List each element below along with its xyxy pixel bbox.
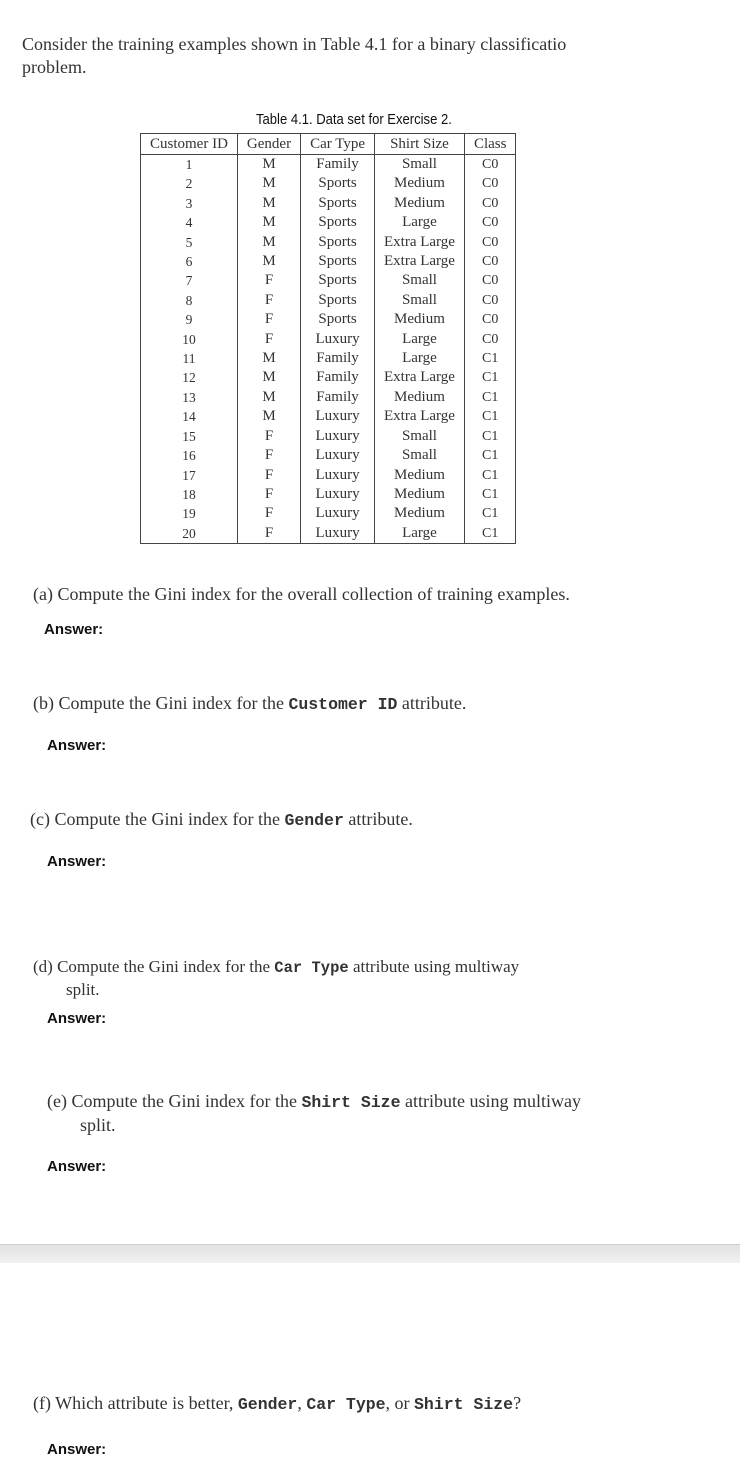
- question-d: [33, 956, 519, 1001]
- table-cell: M: [237, 155, 300, 175]
- table-cell: Medium: [375, 485, 465, 504]
- table-row: [141, 310, 516, 329]
- table-cell: C1: [464, 446, 516, 465]
- question-b-code: Customer ID: [288, 695, 398, 714]
- table-cell: Sports: [301, 291, 375, 310]
- table-row: [141, 368, 516, 387]
- table-cell: M: [237, 388, 300, 407]
- table-cell: C0: [464, 291, 516, 310]
- question-a-letter: (a): [33, 584, 53, 604]
- table-cell: 14: [182, 409, 196, 425]
- table-row: [141, 349, 516, 368]
- table-header-cell: Customer ID: [141, 134, 238, 155]
- question-c-letter: (c): [30, 809, 50, 829]
- table-cell: 13: [182, 389, 196, 405]
- table-cell: 5: [185, 234, 193, 250]
- table-cell: C1: [464, 466, 516, 485]
- table-cell: C1: [464, 388, 516, 407]
- table-header-cell: Gender: [237, 134, 300, 155]
- table-cell: Luxury: [301, 407, 375, 426]
- table-cell: Extra Large: [375, 233, 465, 252]
- table-cell: Small: [375, 427, 465, 446]
- table-cell: Sports: [301, 310, 375, 329]
- question-f: [33, 1392, 521, 1416]
- table-cell: C0: [464, 252, 516, 271]
- page-divider: [0, 1244, 740, 1263]
- table-cell: M: [237, 174, 300, 193]
- table-cell: F: [237, 524, 300, 544]
- table-cell: C0: [464, 174, 516, 193]
- table-row: [141, 446, 516, 465]
- question-f-mid: ,: [297, 1393, 302, 1413]
- table-header-cell: Car Type: [301, 134, 375, 155]
- answer-c-label: Answer:: [47, 853, 107, 870]
- table-row: [141, 174, 516, 193]
- table-caption: Table 4.1. Data set for Exercise 2.: [256, 112, 452, 128]
- table-row: [141, 407, 516, 426]
- table-cell: Sports: [301, 271, 375, 290]
- table-cell: M: [237, 194, 300, 213]
- table-row: [141, 291, 516, 310]
- table-cell: M: [237, 349, 300, 368]
- table-cell: 8: [185, 292, 193, 308]
- table-row: [141, 271, 516, 290]
- question-e-post: attribute using multiway: [404, 1091, 581, 1111]
- table-header-cell: Shirt Size: [375, 134, 465, 155]
- table-cell: F: [237, 310, 300, 329]
- table-cell: M: [237, 407, 300, 426]
- table-cell: Luxury: [301, 427, 375, 446]
- question-e-cont: split.: [80, 1115, 116, 1135]
- table-row: [141, 330, 516, 349]
- table-cell: Extra Large: [375, 252, 465, 271]
- question-d-post: attribute using multiway: [352, 957, 520, 976]
- intro-text: [22, 33, 722, 79]
- table-cell: 4: [185, 215, 193, 231]
- table-cell: M: [237, 233, 300, 252]
- answer-e-label: Answer:: [47, 1158, 107, 1175]
- question-f-post: ?: [513, 1393, 522, 1413]
- table-header-cell: Class: [464, 134, 516, 155]
- answer-a-label: Answer:: [44, 621, 104, 638]
- table-cell: Luxury: [301, 504, 375, 523]
- table-cell: 10: [182, 331, 196, 347]
- table-row: [141, 504, 516, 523]
- table-cell: Large: [375, 213, 465, 232]
- table-cell: Small: [375, 446, 465, 465]
- table-cell: Family: [301, 368, 375, 387]
- answer-b-label: Answer:: [47, 737, 107, 754]
- table-cell: C1: [464, 368, 516, 387]
- table-cell: F: [237, 504, 300, 523]
- table-cell: 11: [182, 351, 196, 367]
- table-cell: Medium: [375, 466, 465, 485]
- table-cell: Sports: [301, 213, 375, 232]
- table-cell: Sports: [301, 233, 375, 252]
- table-cell: 17: [182, 467, 196, 483]
- table-row: [141, 388, 516, 407]
- question-d-code: Car Type: [274, 959, 349, 977]
- question-b-letter: (b): [33, 693, 54, 713]
- intro-line-2: problem.: [22, 57, 87, 77]
- table-row: [141, 233, 516, 252]
- table-cell: F: [237, 271, 300, 290]
- table-cell: 3: [185, 195, 193, 211]
- table-cell: C1: [464, 427, 516, 446]
- intro-line-1: Consider the training examples shown in Table 4.1 for a binary classificatio: [22, 34, 567, 54]
- question-c: [30, 808, 413, 832]
- question-e-pre: Compute the Gini index for the: [71, 1091, 297, 1111]
- table-cell: Large: [375, 330, 465, 349]
- table-cell: F: [237, 330, 300, 349]
- question-f-code1: Gender: [237, 1395, 298, 1414]
- question-f-letter: (f): [33, 1393, 51, 1413]
- table-cell: Medium: [375, 504, 465, 523]
- table-cell: C1: [464, 349, 516, 368]
- table-cell: C0: [464, 155, 516, 175]
- table-cell: F: [237, 446, 300, 465]
- table-cell: C0: [464, 310, 516, 329]
- question-e: [47, 1090, 581, 1137]
- question-d-letter: (d): [33, 957, 53, 976]
- table-cell: Medium: [375, 310, 465, 329]
- table-cell: C0: [464, 233, 516, 252]
- table-header-row: [141, 134, 516, 155]
- table-cell: Family: [301, 155, 375, 175]
- table-cell: Small: [375, 291, 465, 310]
- table-cell: C1: [464, 504, 516, 523]
- question-f-mid2: , or: [385, 1393, 410, 1413]
- question-d-pre: Compute the Gini index for the: [57, 957, 271, 976]
- table-cell: Family: [301, 388, 375, 407]
- table-cell: C0: [464, 194, 516, 213]
- table-cell: M: [237, 368, 300, 387]
- table-cell: 2: [185, 176, 193, 192]
- table-cell: F: [237, 466, 300, 485]
- table-cell: Large: [375, 524, 465, 544]
- table-row: [141, 213, 516, 232]
- table-cell: Medium: [375, 388, 465, 407]
- table-cell: Large: [375, 349, 465, 368]
- table-cell: Sports: [301, 194, 375, 213]
- question-f-code3: Shirt Size: [414, 1395, 514, 1414]
- table-cell: C1: [464, 485, 516, 504]
- table-cell: Small: [375, 271, 465, 290]
- table-cell: M: [237, 252, 300, 271]
- table-row: [141, 524, 516, 544]
- table-cell: Sports: [301, 174, 375, 193]
- table-row: [141, 427, 516, 446]
- table-row: [141, 194, 516, 213]
- table-cell: C0: [464, 330, 516, 349]
- question-f-pre: Which attribute is better,: [55, 1393, 234, 1413]
- table-cell: C1: [464, 524, 516, 544]
- table-cell: Medium: [375, 194, 465, 213]
- question-c-post: attribute.: [348, 809, 413, 829]
- table-cell: Extra Large: [375, 407, 465, 426]
- table-cell: F: [237, 291, 300, 310]
- table-cell: Luxury: [301, 466, 375, 485]
- question-b: [33, 692, 466, 716]
- answer-d-label: Answer:: [47, 1010, 107, 1027]
- question-e-code: Shirt Size: [301, 1093, 401, 1112]
- table-cell: Luxury: [301, 485, 375, 504]
- table-cell: Luxury: [301, 524, 375, 544]
- table-cell: 18: [182, 486, 196, 502]
- question-a: [33, 583, 570, 606]
- question-f-code2: Car Type: [306, 1395, 386, 1414]
- table-cell: 6: [185, 254, 193, 270]
- table-cell: 16: [182, 448, 196, 464]
- table-cell: 15: [182, 428, 196, 444]
- table-cell: Luxury: [301, 330, 375, 349]
- data-table: [140, 133, 516, 544]
- table-row: [141, 252, 516, 271]
- question-c-pre: Compute the Gini index for the: [54, 809, 280, 829]
- table-row: [141, 466, 516, 485]
- table-cell: F: [237, 427, 300, 446]
- table-cell: 1: [185, 157, 193, 172]
- table-row: [141, 485, 516, 504]
- table-cell: C1: [464, 407, 516, 426]
- table-cell: Luxury: [301, 446, 375, 465]
- table-cell: 7: [185, 273, 193, 289]
- table-cell: C0: [464, 213, 516, 232]
- table-cell: M: [237, 213, 300, 232]
- question-d-cont: split.: [66, 980, 100, 999]
- table-cell: F: [237, 485, 300, 504]
- question-e-letter: (e): [47, 1091, 67, 1111]
- question-c-code: Gender: [284, 811, 344, 830]
- table-body: [141, 155, 516, 544]
- question-b-post: attribute.: [401, 693, 467, 713]
- question-a-text: Compute the Gini index for the overall collection of training examples.: [57, 584, 570, 604]
- table-cell: 9: [185, 312, 193, 328]
- question-b-pre: Compute the Gini index for the: [58, 693, 284, 713]
- table-row: [141, 155, 516, 175]
- table-cell: Small: [375, 155, 465, 175]
- table-cell: 19: [182, 506, 196, 522]
- table-cell: C0: [464, 271, 516, 290]
- table-cell: Sports: [301, 252, 375, 271]
- table-cell: Family: [301, 349, 375, 368]
- table-cell: 12: [182, 370, 196, 386]
- table-cell: 20: [182, 525, 196, 541]
- answer-f-label: Answer:: [47, 1441, 107, 1458]
- table-cell: Extra Large: [375, 368, 465, 387]
- table-cell: Medium: [375, 174, 465, 193]
